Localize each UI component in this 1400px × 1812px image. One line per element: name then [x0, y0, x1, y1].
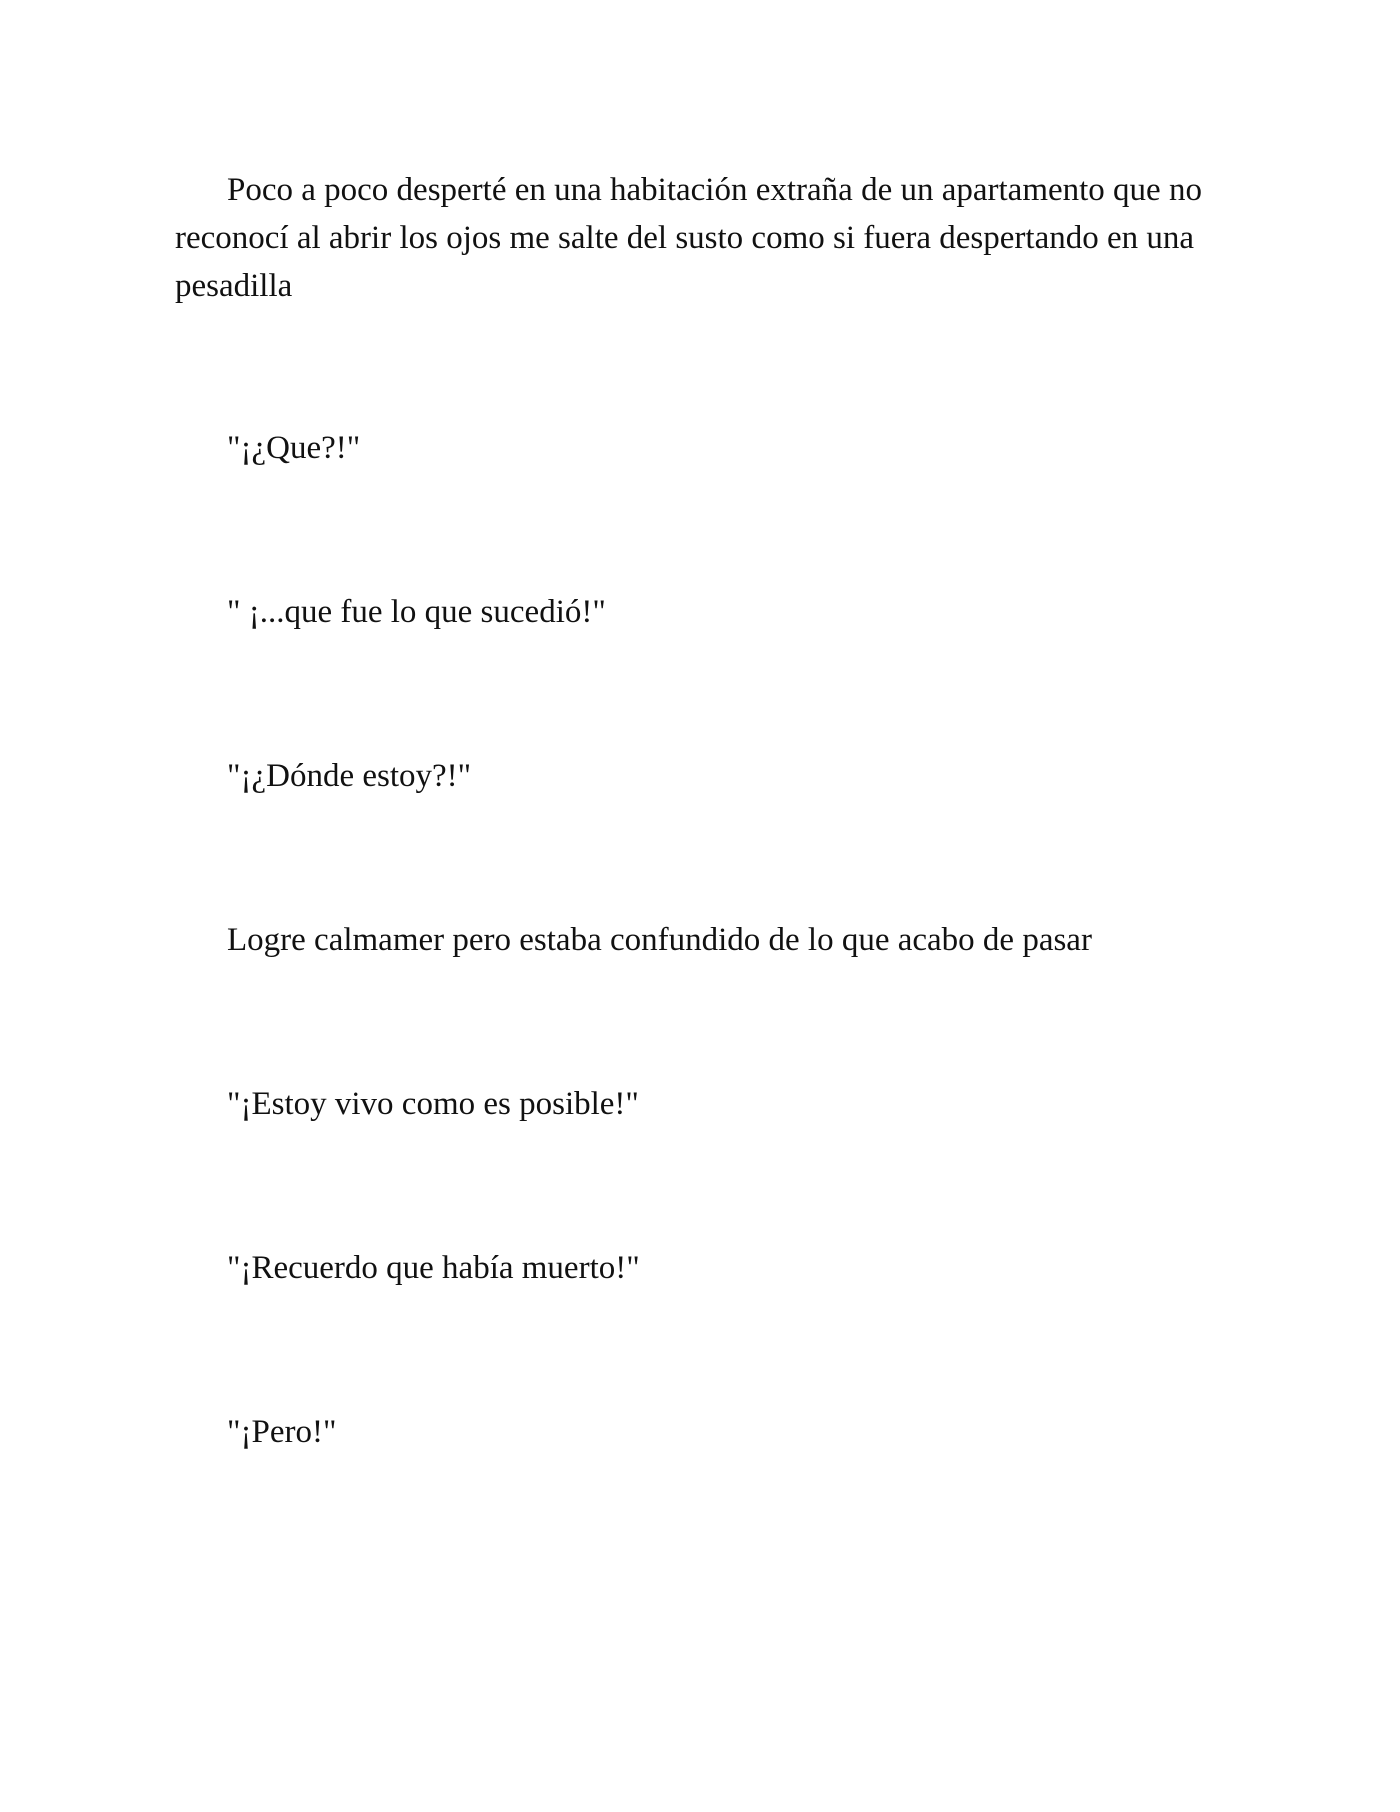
paragraph-opening: Poco a poco desperté en una habitación extraña de un apartamento que no reconocí al abrir los ojos me salte del susto como si fuera despertando en una pesadilla	[175, 172, 1202, 304]
dialogue-line-recuerdo: "¡Recuerdo que había muerto!"	[227, 1250, 640, 1286]
dialogue-line-donde-estoy: "¡¿Dónde estoy?!"	[227, 758, 472, 794]
dialogue-line-estoy-vivo: "¡Estoy vivo como es posible!"	[227, 1086, 639, 1122]
dialogue-line-pero: "¡Pero!"	[227, 1414, 337, 1450]
dialogue-line-que: "¡¿Que?!"	[227, 430, 361, 466]
dialogue-line-sucedio: " ¡...que fue lo que sucedió!"	[227, 594, 606, 630]
paragraph-calmarse: Logre calmamer pero estaba confundido de lo que acabo de pasar	[227, 922, 1092, 958]
